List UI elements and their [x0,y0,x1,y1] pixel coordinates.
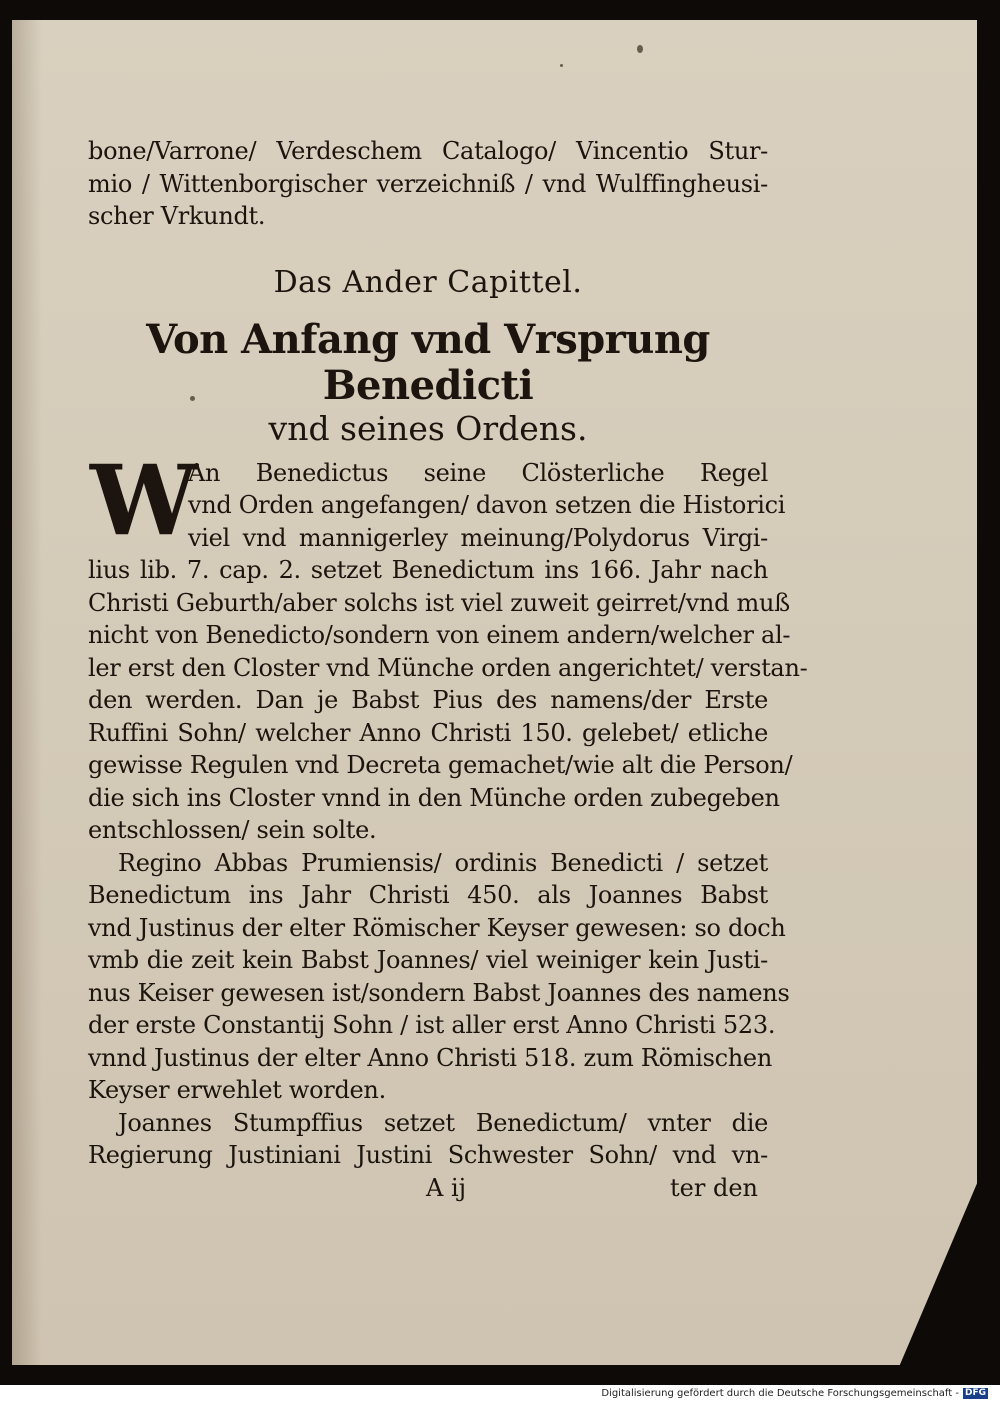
dfg-logo-icon: DFG [964,1388,986,1398]
text-line: Regino Abbas Prumiensis/ ordinis Benedicti / setzet [118,848,768,877]
text-line: vnd Orden angefangen/ davon setzen die Historici [188,491,786,519]
text-line: Christi Geburth/aber solchs ist viel zuweit geirret/vnd muß [88,588,790,617]
text-line: vnd Justinus der elter Römischer Keyser gewesen: so doch [88,913,786,942]
paragraph-2 [88,847,790,1107]
ink-blemish [637,45,643,53]
ink-blemish [560,64,563,67]
text-line: Ruffini Sohn/ welcher Anno Christi 150. gelebet/ etliche [88,718,768,747]
paragraph-3 [88,1107,768,1172]
text-line: den werden. Dan je Babst Pius des namens/der Erste [88,686,768,714]
text-line: Regierung Justiniani Justini Schwester Sohn/ vnd vn- [88,1141,768,1169]
text-line: lius lib. 7. cap. 2. setzet Benedictum ins 166. Jahr nach [88,556,768,584]
funding-credit-text: Digitalisierung gefördert durch die Deutsche Forschungsgemeinschaft - [601,1388,959,1399]
text-line: mio / Wittenborgischer verzeichniß / vnd Wulffingheusi- [88,169,768,198]
funding-credit [601,1388,988,1399]
text-line: entschlossen/ sein solte. [88,816,377,844]
top-lines [88,135,768,233]
text-line: die sich ins Closter vnnd in den Münche orden zubegeben [88,783,780,812]
text-line: vmb die zeit kein Babst Joannes/ viel weiniger kein Justi- [88,946,768,974]
page-text [88,135,808,1206]
text-line: An Benedictus seine Clösterliche Regel [188,458,768,487]
catchword: ter den [670,1173,758,1202]
page-footer [88,1172,768,1206]
text-line: scher Vrkundt. [88,202,266,230]
text-line: bone/Varrone/ Verdeschem Catalogo/ Vincentio Stur- [88,137,768,165]
chapter-heading: Das Ander Capittel. [273,264,583,300]
decorated-initial: W [90,443,198,557]
text-line: viel vnd mannigerley meinung/Polydorus Virgi- [188,523,768,552]
text-line: Joannes Stumpffius setzet Benedictum/ vnter die [118,1108,768,1137]
text-line: Benedictum ins Jahr Christi 450. als Joannes Babst [88,881,768,909]
signature-mark: A ij [426,1173,467,1202]
text-line: Keyser erwehlet worden. [88,1076,386,1104]
chapter-subtitle: vnd seines Ordens. [268,408,588,448]
text-line: ler erst den Closter vnd Münche orden angerichtet/ verstan- [88,653,808,682]
text-line: nus Keiser gewesen ist/sondern Babst Joannes des namens [88,978,790,1007]
paragraph-1 [88,443,808,847]
text-line: nicht von Benedicto/sondern von einem andern/welcher al- [88,621,791,649]
chapter-title: Von Anfang vnd Vrsprung Benedicti [146,315,710,409]
text-line: gewisse Regulen vnd Decreta gemachet/wie alt die Person/ [88,751,793,779]
text-line: vnnd Justinus der elter Anno Christi 518. zum Römischen [88,1043,772,1072]
text-line: der erste Constantij Sohn / ist aller erst Anno Christi 523. [88,1011,776,1039]
